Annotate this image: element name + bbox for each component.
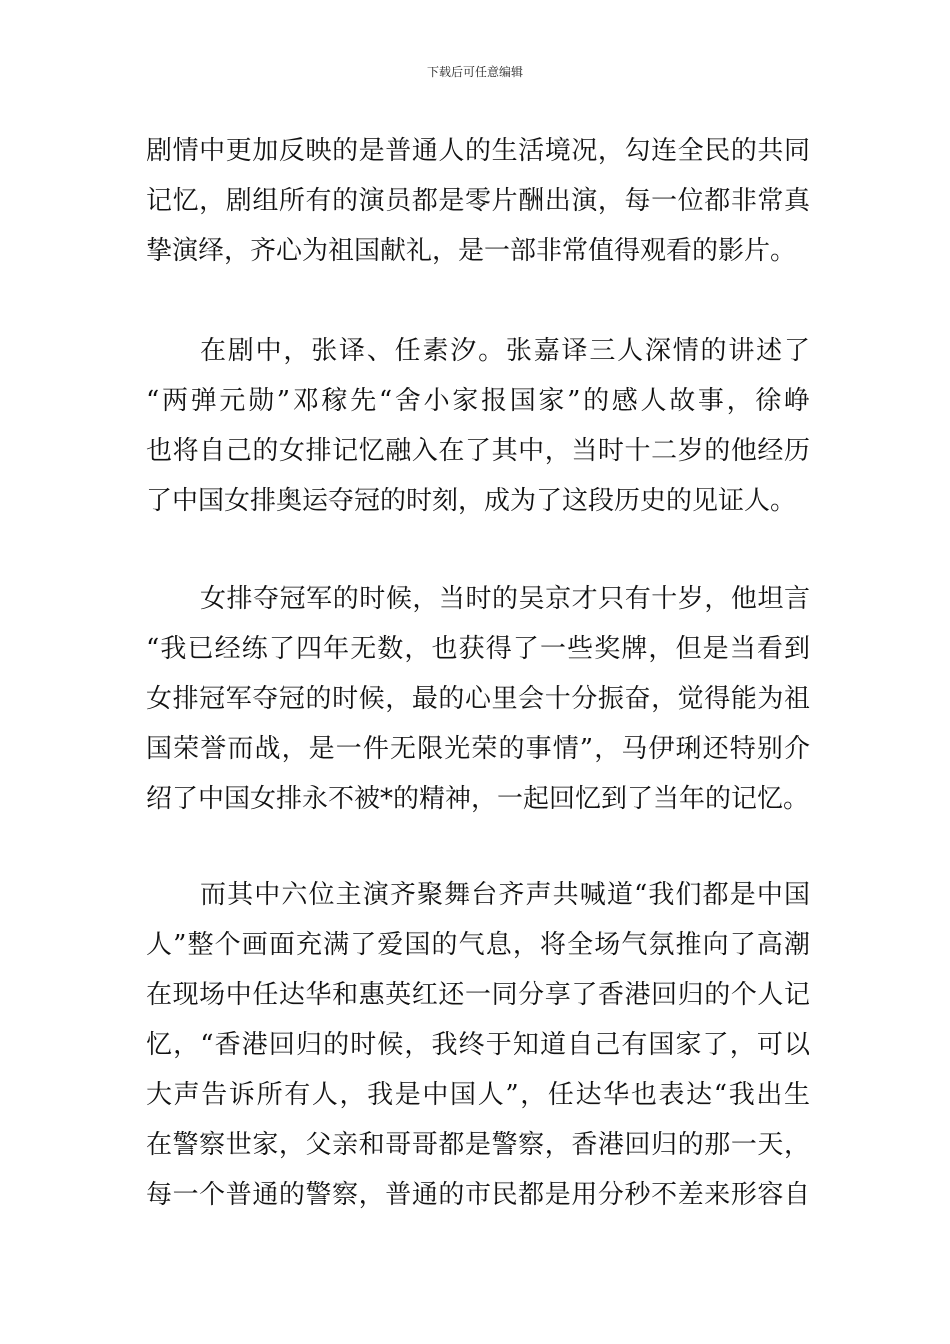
text-line: 忆，“香港回归的时候，我终于知道自己有国家了，可以 [146, 1030, 810, 1060]
text-line: 挚演绎，齐心为祖国献礼，是一部非常值得观看的影片。 [146, 236, 797, 266]
text-line: 在现场中任达华和惠英红还一同分享了香港回归的个人记 [146, 980, 810, 1010]
paragraph [146, 326, 810, 526]
text-line: 国荣誉而战，是一件无限光荣的事情”，马伊琍还特别介 [146, 734, 810, 764]
text-line: 大声告诉所有人，我是中国人”，任达华也表达“我出生 [146, 1080, 810, 1110]
text-line: 女排夺冠军的时候，当时的吴京才只有十岁，他坦言 [200, 584, 810, 614]
text-line: “两弹元勋”邓稼先“舍小家报国家”的感人故事，徐峥 [146, 386, 810, 416]
page-header: 下载后可任意编辑 [426, 65, 523, 79]
text-line: 女排冠军夺冠的时候，最的心里会十分振奋，觉得能为祖 [146, 684, 810, 714]
text-line: 在警察世家，父亲和哥哥都是警察，香港回归的那一天， [146, 1130, 810, 1160]
text-line: 也将自己的女排记忆融入在了其中，当时十二岁的他经历 [146, 436, 810, 466]
paragraph [146, 574, 810, 824]
text-line: 了中国女排奥运夺冠的时刻，成为了这段历史的见证人。 [146, 486, 797, 516]
text-line: 每一个普通的警察，普通的市民都是用分秒不差来形容自 [146, 1180, 810, 1210]
paragraph [146, 870, 810, 1220]
text-line: 而其中六位主演齐聚舞台齐声共喊道“我们都是中国 [200, 880, 810, 910]
paragraph [146, 126, 810, 276]
text-line: “我已经练了四年无数，也获得了一些奖牌，但是当看到 [146, 634, 810, 664]
text-line: 记忆，剧组所有的演员都是零片酬出演，每一位都非常真 [146, 186, 810, 216]
text-line: 剧情中更加反映的是普通人的生活境况，勾连全民的共同 [146, 136, 810, 166]
text-line: 在剧中，张译、任素汐。张嘉译三人深情的讲述了 [200, 336, 810, 366]
text-line: 绍了中国女排永不被*的精神，一起回忆到了当年的记忆。 [146, 784, 810, 814]
text-line: 人”整个画面充满了爱国的气息，将全场气氛推向了高潮 [146, 930, 810, 960]
